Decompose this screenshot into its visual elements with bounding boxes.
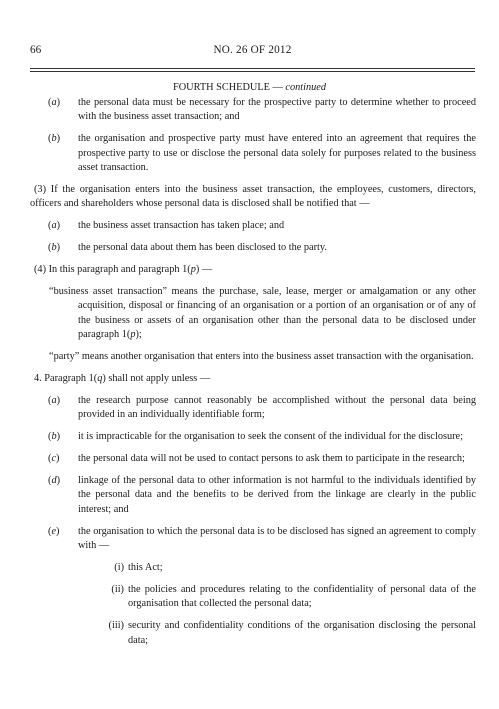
section-4-lead: 4. Paragraph 1(q) shall not apply unless — xyxy=(34,372,211,384)
list-item: (a) the business asset transaction has taken place; and xyxy=(48,220,285,232)
header-rule-bottom xyxy=(30,71,475,72)
paragraph-3: (3) If the organisation enters into the business asset transaction, the employees, customers, directors, officers and shareholders whose personal data is disclosed shall be notified that — xyxy=(30,183,476,210)
item-text: the organisation and prospective party must have entered into an agreement that requires the prospective party to use or disclose the personal data solely for purposes related to the business asset transaction. xyxy=(78,133,476,173)
item-text: the personal data about them has been disclosed to the party. xyxy=(78,242,327,254)
page-header xyxy=(30,44,475,58)
list-item: (b) the personal data about them has been disclosed to the party. xyxy=(48,242,327,254)
item-label: d xyxy=(51,475,57,487)
item-label: a xyxy=(51,220,57,232)
document-body xyxy=(30,96,476,648)
item-label: e xyxy=(51,525,57,537)
list-item: (a) the personal data must be necessary for the prospective party to determine whether to proceed with the business asset transaction; and xyxy=(48,97,476,123)
list-item: (d) linkage of the personal data to other information is not harmful to the individuals identified by the personal data and the benefits to be derived from the linkage are clearly in the public interest; and xyxy=(48,475,476,515)
definition-party: “party” means another organisation that enters into the business asset transaction with the organisation. xyxy=(49,350,474,362)
page-number: 66 xyxy=(30,44,42,56)
sub-item-text: security and confidentiality conditions of the organisation disclosing the personal data; xyxy=(128,620,476,646)
list-item: (b) the organisation and prospective party must have entered into an agreement that requires the prospective party to use or disclose the personal data solely for purposes related to the business asset transaction. xyxy=(48,133,476,173)
item-label: b xyxy=(51,431,57,443)
list-item: (a) the research purpose cannot reasonably be accomplished without the personal data being provided in an individually identifiable form; xyxy=(48,394,476,421)
schedule-title: FOURTH SCHEDULE — xyxy=(173,82,283,93)
item-text: linkage of the personal data to other information is not harmful to the individuals identified by the personal data and the benefits to be derived from the linkage are clearly in the public interest; and xyxy=(78,475,476,515)
item-text: it is impracticable for the organisation to seek the consent of the individual for the disclosure; xyxy=(78,431,463,443)
definition-business-asset-transaction: “business asset transaction” means the purchase, sale, lease, merger or amalgamation or any other acquisition, disposal or financing of an organisation or a portion of an organisation or of any of the business or assets of an organisation other than the personal data to be disclosed under paragraph 1(p); xyxy=(49,286,476,340)
sub-item-label: (i) xyxy=(114,562,124,574)
item-text: the personal data will not be used to contact persons to ask them to participate in the research; xyxy=(78,453,465,465)
schedule-continued: continued xyxy=(285,82,326,93)
sub-item-label: (ii) xyxy=(111,584,124,596)
sub-item xyxy=(30,583,476,612)
list-item: (b) it is impracticable for the organisation to seek the consent of the individual for the disclosure; xyxy=(48,431,463,443)
item-label: a xyxy=(51,394,57,406)
item-text: the personal data must be necessary for the prospective party to determine whether to proceed with the business asset transaction; and xyxy=(78,97,476,123)
item-text: the research purpose cannot reasonably be accomplished without the personal data being provided in an individually identifiable form; xyxy=(78,394,476,421)
item-text: the business asset transaction has taken place; and xyxy=(78,220,285,232)
item-label: b xyxy=(51,242,57,254)
sub-item xyxy=(30,619,476,648)
item-label: a xyxy=(51,97,57,108)
item-label: b xyxy=(51,133,57,145)
paragraph-4-lead: (4) In this paragraph and paragraph 1(p) — xyxy=(34,264,213,276)
item-label: c xyxy=(51,453,57,465)
header-rule-top xyxy=(30,68,475,69)
list-item: (c) the personal data will not be used to contact persons to ask them to participate in the research; xyxy=(48,453,465,465)
sub-item-text: this Act; xyxy=(128,562,163,574)
sub-item xyxy=(30,561,476,575)
sub-item-text: the policies and procedures relating to the confidentiality of personal data of the organisation that collected the personal data; xyxy=(128,584,476,610)
item-text: the organisation to which the personal data is to be disclosed has signed an agreement to comply with — xyxy=(78,525,476,552)
act-title: NO. 26 OF 2012 xyxy=(213,44,292,56)
sub-item-label: (iii) xyxy=(108,620,124,632)
list-item: (e) the organisation to which the personal data is to be disclosed has signed an agreement to comply with — xyxy=(48,525,476,552)
schedule-heading xyxy=(0,82,499,93)
